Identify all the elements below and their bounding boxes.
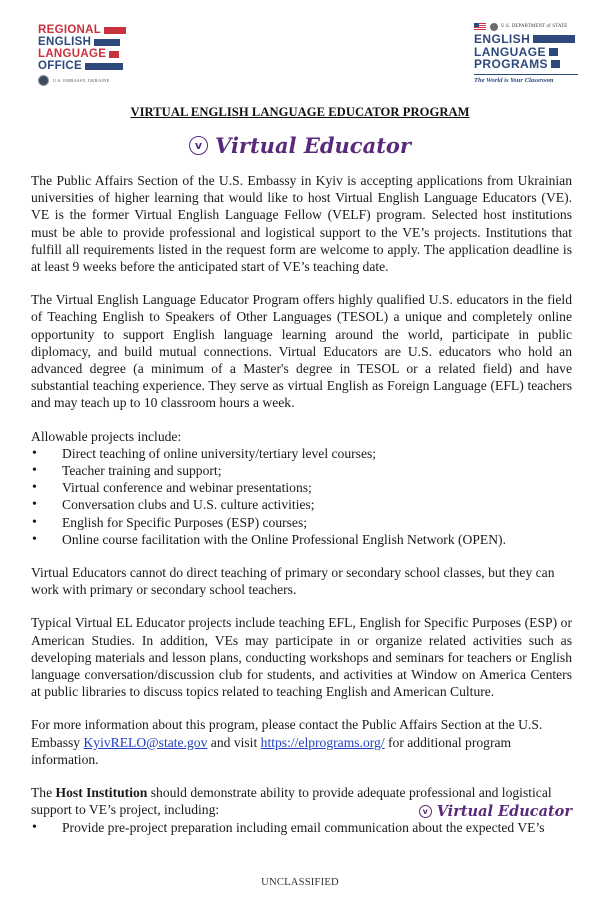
embassy-seal-row: [38, 75, 133, 86]
contact-paragraph: [31, 716, 572, 768]
intro-paragraph: The Public Affairs Section of the U.S. Embassy in Kyiv is accepting applications from Ukrainian universities of higher learning that would like to host Virtual English Language Educators (VE). VE is the former Virtual English Language Fellow (VELF) program. Selected host institutions must be able to provide professional and logistical support to the VE’s projects. Institutions that fulfill all requirements listed in the request form are welcome to apply. The application deadline is at least 9 weeks before the anticipated start of VE’s teaching date.: [31, 173, 572, 275]
logo-bar: [104, 27, 126, 34]
logo-word: LANGUAGE: [474, 44, 546, 59]
website-link[interactable]: https://elprograms.org/: [260, 734, 385, 750]
regional-english-language-office-logo: [38, 24, 133, 86]
virtual-educator-v-icon: v: [189, 136, 208, 155]
logo-word: OFFICE: [38, 60, 82, 72]
list-item: • Direct teaching of online university/tertiary level courses;: [31, 445, 572, 462]
logo-line: [474, 58, 582, 71]
list-item: • Virtual conference and webinar presentations;: [31, 479, 572, 496]
virtual-educator-brand-footer: [419, 803, 572, 820]
logo-bar: [549, 48, 558, 56]
state-department-seal-icon: [490, 23, 498, 31]
host-institution-term: Host Institution: [55, 785, 148, 801]
brand-name: Virtual Educator: [436, 803, 572, 820]
seal-caption: U.S. EMBASSY, UKRAINE: [53, 78, 110, 83]
us-flag-icon: [474, 23, 486, 30]
logo-line: [38, 24, 133, 36]
virtual-educator-brand: [0, 133, 600, 158]
virtual-educator-v-icon: v: [419, 805, 432, 818]
logo-bar: [551, 60, 560, 68]
host-text: should demonstrate ability to provide adequate professional and logistical support to VE’s project, including:: [31, 785, 552, 818]
allowable-projects-heading: Allowable projects include:: [31, 428, 182, 444]
list-item: • Online course facilitation with the Online Professional English Network (OPEN).: [31, 531, 572, 548]
classification-footer: UNCLASSIFIED: [261, 877, 339, 888]
logo-word: PROGRAMS: [474, 57, 548, 72]
list-item: • Conversation clubs and U.S. culture activities;: [31, 496, 572, 513]
list-item: • English for Specific Purposes (ESP) courses;: [31, 514, 572, 531]
document-title: VIRTUAL ENGLISH LANGUAGE EDUCATOR PROGRAM: [130, 105, 470, 119]
logo-bar: [85, 63, 123, 70]
program-paragraph: The Virtual English Language Educator Program offers highly qualified U.S. educators in the field of Teaching English to Speakers of Other Languages (TESOL) a unique and completely online opportunity to support English language learning around the world, participate in public diplomacy, and build mutual connections. Virtual Educators are U.S. educators who hold an advanced degree (a minimum of a Master's degree in TESOL or a related field) and have substantial teaching experience. They serve as virtual English as Foreign Language (EFL) teachers and may teach up to 10 classroom hours a week.: [31, 292, 572, 411]
list-item: • Teacher training and support;: [31, 462, 572, 479]
logo-line: [38, 60, 133, 72]
embassy-seal-icon: [38, 75, 49, 86]
logo-divider: [474, 74, 578, 75]
logo-word: ENGLISH: [474, 32, 531, 47]
host-requirements-list: [31, 819, 572, 836]
logo-tagline: The World is Your Classroom: [474, 76, 554, 84]
logo-line: [38, 36, 133, 48]
host-text: The: [31, 785, 56, 801]
department-name: U.S. DEPARTMENT of STATE: [501, 24, 568, 29]
logo-bar: [94, 39, 120, 46]
logo-line: [38, 48, 133, 60]
list-item: • Provide pre-project preparation including email communication about the expected VE’s: [31, 819, 572, 836]
allowable-projects-list: [31, 445, 572, 548]
brand-name: Virtual Educator: [215, 133, 411, 158]
document-body: [31, 172, 572, 852]
contact-text: For more information about this program, please contact the Public Affairs Section at the U.S. Embassy: [31, 717, 543, 750]
logo-bar: [533, 35, 575, 43]
logo-word: ENGLISH: [38, 36, 92, 48]
logo-line: [474, 46, 582, 59]
english-language-programs-logo: [474, 22, 582, 84]
restriction-paragraph: Virtual Educators cannot do direct teaching of primary or secondary school classes, but they can work with primary or secondary school teachers.: [31, 565, 555, 598]
typical-projects-paragraph: Typical Virtual EL Educator projects include teaching EFL, English for Specific Purposes (ESP) or American Studies. In addition, VEs may participate in or organize related activities such as developing materials and lesson plans, conducting workshops and seminars for teachers or English language conversation/discussion club for students, and activities at Window on America Centers at public libraries to discuss topics related to teaching English and American Culture.: [31, 615, 572, 700]
contact-text: for additional program information.: [31, 734, 512, 767]
logo-line: [474, 33, 582, 46]
logo-bar: [109, 51, 119, 58]
logo-word: LANGUAGE: [38, 48, 107, 60]
logo-word: REGIONAL: [38, 24, 102, 36]
contact-text: and visit: [207, 734, 261, 750]
department-row: [474, 22, 582, 31]
email-link[interactable]: KyivRELO@state.gov: [83, 734, 208, 750]
